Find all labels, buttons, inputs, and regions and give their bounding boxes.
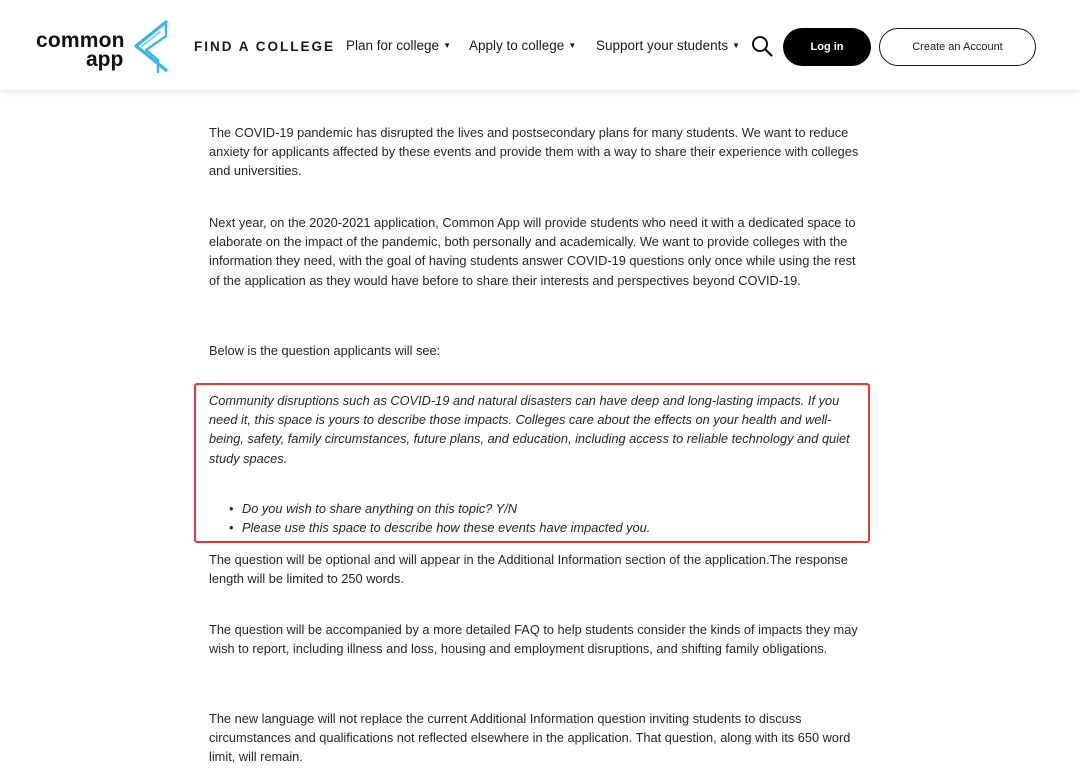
nav-plan-for-college[interactable] — [346, 37, 451, 57]
create-account-button[interactable]: Create an Account — [879, 28, 1036, 66]
nav-apply-to-college-label: Apply to college — [469, 38, 565, 53]
nav-support-your-students-label: Support your students — [596, 38, 729, 53]
search-icon — [751, 35, 773, 57]
caret-down-icon: ▼ — [443, 41, 451, 50]
search-button[interactable] — [751, 35, 773, 57]
paragraph-additional-information: The new language will not replace the current Additional Information question inviting students to discuss circumstances and qualifications not reflected elsewhere in the application. That question, along with its 650 word limit, will remain. — [209, 711, 851, 765]
caret-down-icon: ▼ — [732, 41, 741, 50]
common-app-logo-mark-icon — [128, 20, 170, 74]
paragraph-next-year: Next year, on the 2020-2021 application, Common App will provide students who need it with a dedicated space to elaborate on the impact of the pandemic, both personally and academically. We want to provide colleges with the information they need, with the goal of having students answer COVID-19 questions only once while using the rest of the application as they would have before to share their interests and perspectives beyond COVID-19. — [209, 215, 856, 288]
site-header — [0, 0, 1080, 90]
paragraph-optional-question: The question will be optional and will appear in the Additional Information section of the application.The response length will be limited to 250 words. — [209, 552, 848, 587]
paragraph-faq: The question will be accompanied by a more detailed FAQ to help students consider the kinds of impacts they may wish to report, including illness and loss, housing and employment disruptions, and shifting family obligations. — [209, 622, 858, 657]
nav-apply-to-college[interactable] — [469, 37, 576, 57]
nav-support-your-students[interactable] — [596, 37, 740, 57]
common-app-logo[interactable] — [36, 20, 171, 75]
nav-plan-for-college-label: Plan for college — [346, 38, 440, 53]
question-callout — [194, 383, 870, 543]
logo-word-app: app — [86, 48, 124, 71]
nav-find-a-college[interactable]: FIND A COLLEGE — [194, 39, 335, 54]
logo-word-common: common — [36, 29, 125, 52]
caret-down-icon: ▼ — [568, 41, 577, 50]
paragraph-intro: The COVID-19 pandemic has disrupted the lives and postsecondary plans for many students. We want to reduce anxiety for applicants affected by these events and provide them with a way to share their experience with colleges and universities. — [209, 125, 859, 179]
list-item: • Do you wish to share anything on this topic? Y/N — [229, 499, 650, 518]
list-item: • Please use this space to describe how these events have impacted you. — [229, 518, 650, 537]
callout-question-text: Community disruptions such as COVID-19 and natural disasters can have deep and long-lasting impacts. If you need it, this space is yours to describe those impacts. Colleges care about the effects on your health and well-being, safety, family circumstances, future plans, and education, including access to reliable technology and quiet study spaces. — [209, 393, 850, 466]
log-in-button[interactable]: Log in — [783, 28, 871, 66]
paragraph-question-intro: Below is the question applicants will see: — [209, 343, 441, 358]
callout-bullet-list — [209, 499, 650, 537]
